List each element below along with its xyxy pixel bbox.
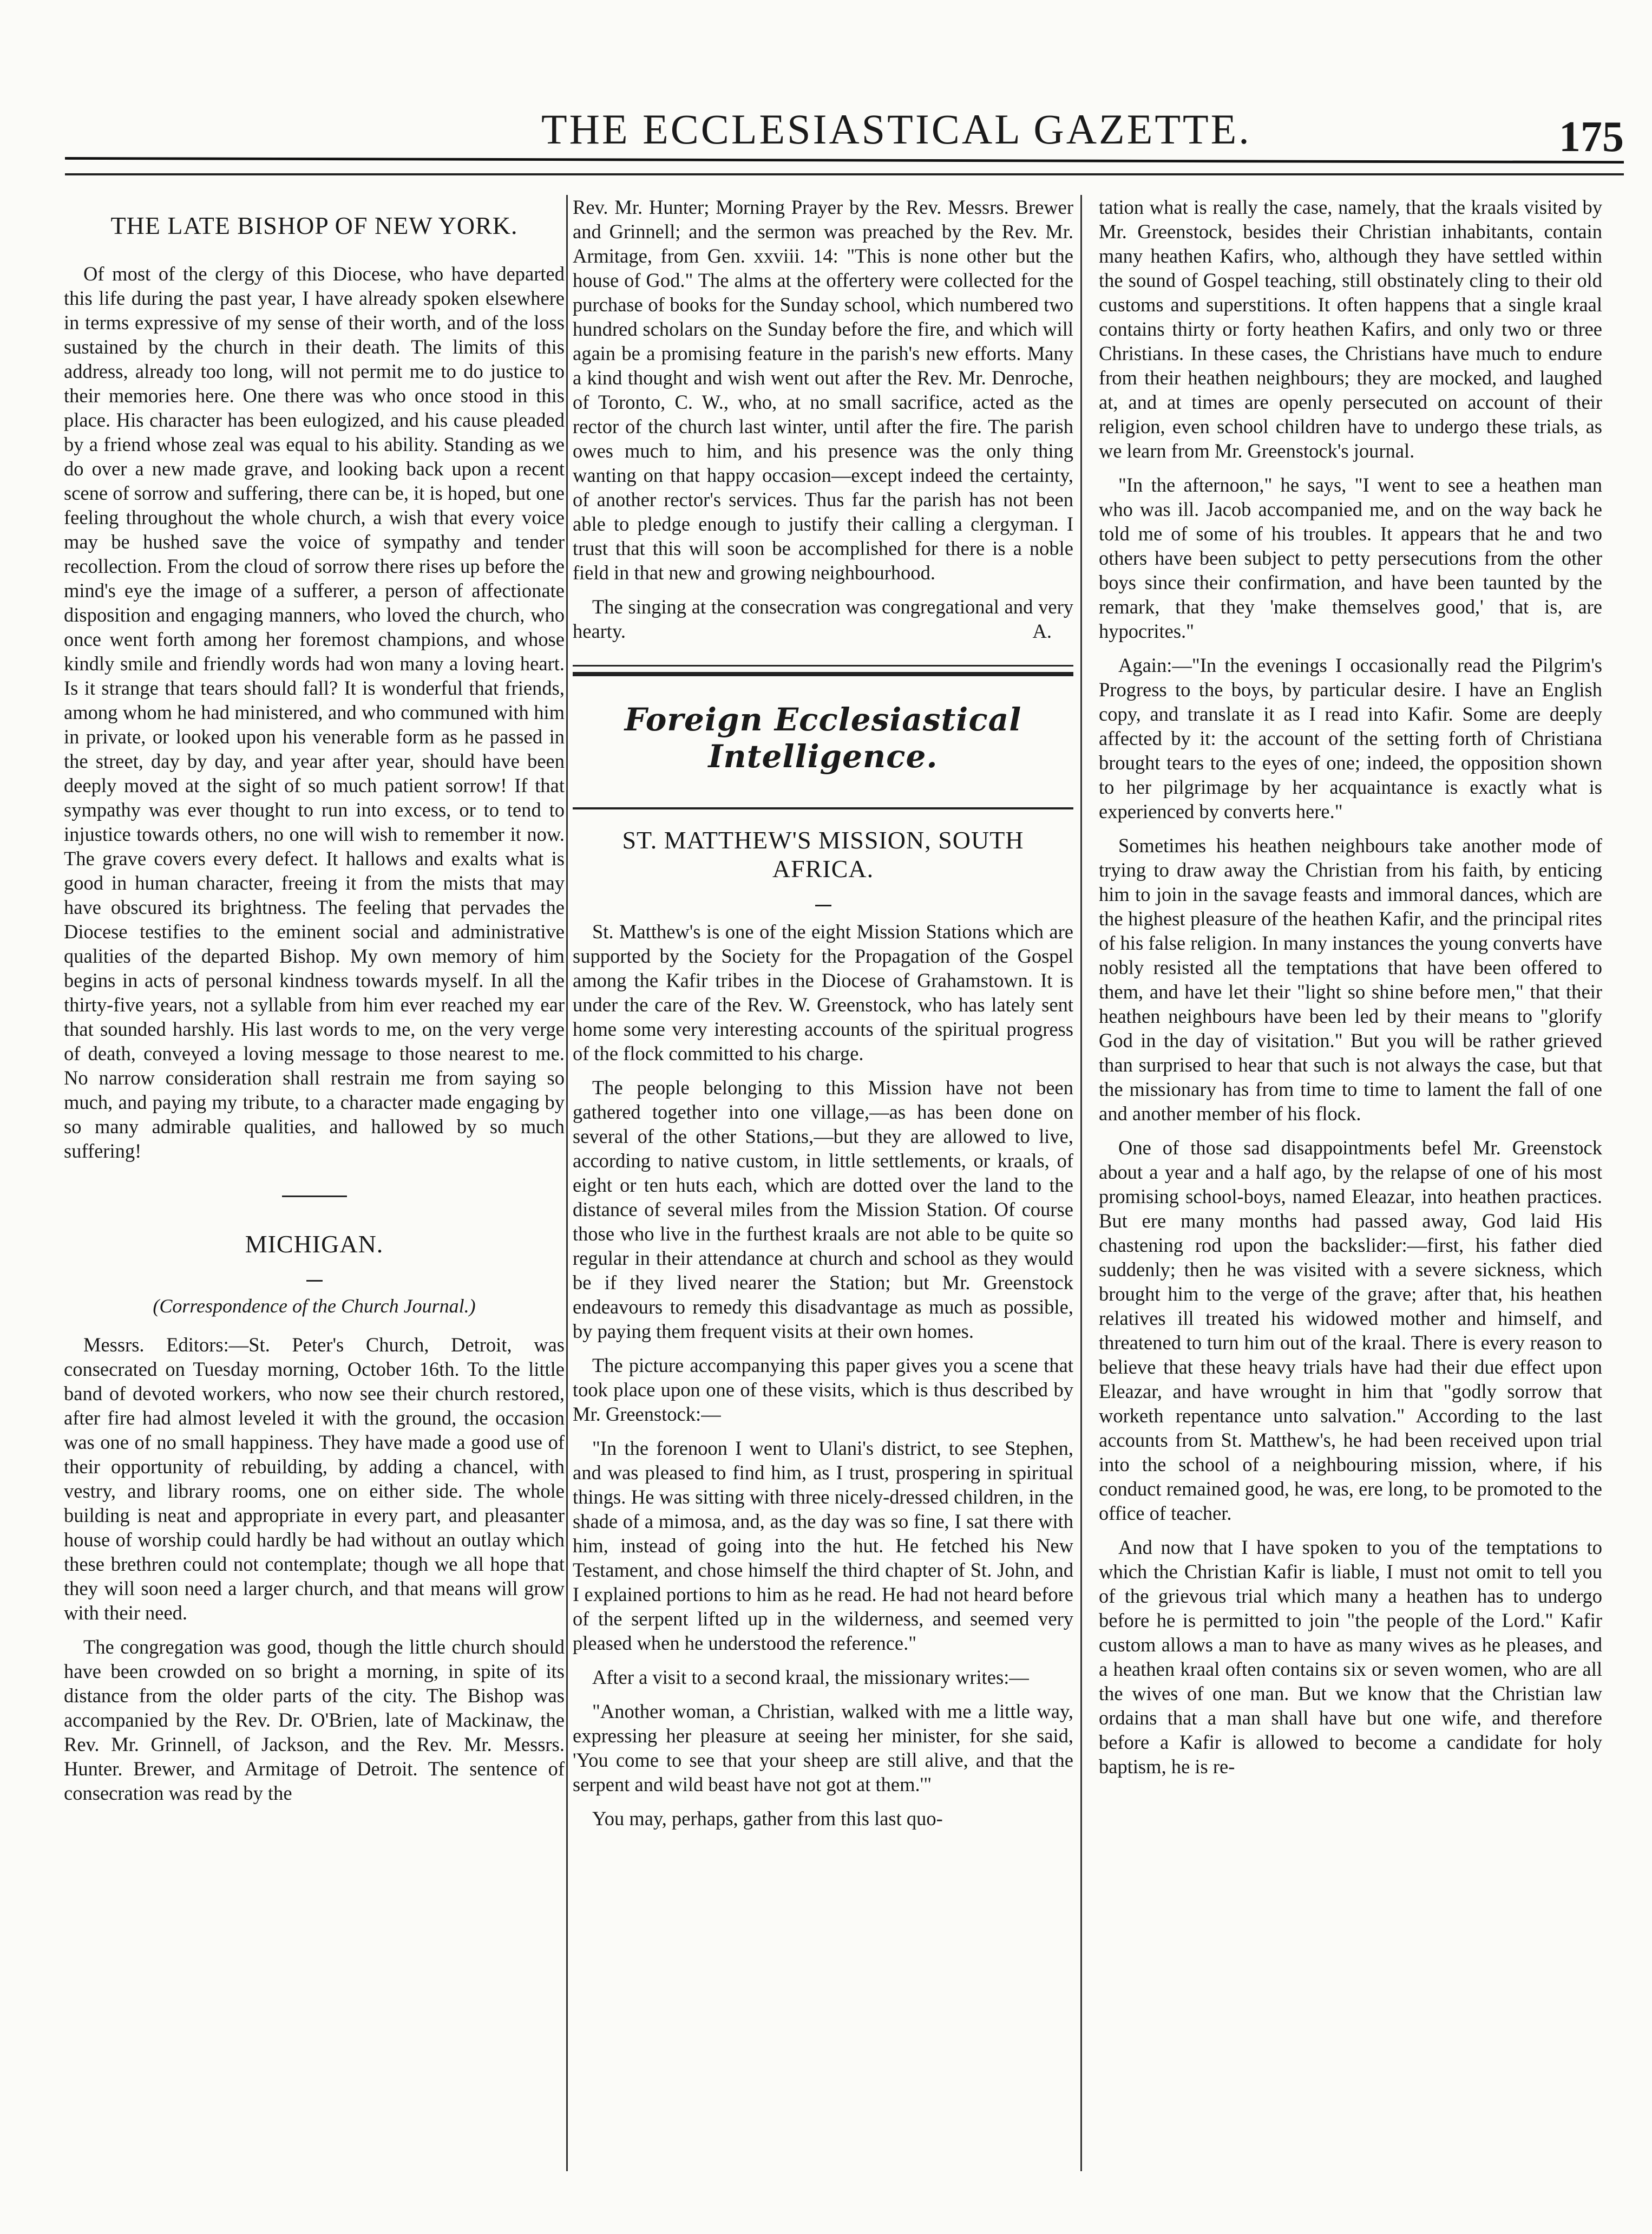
article-paragraph: Rev. Mr. Hunter; Morning Prayer by the Rev. Messrs. Brewer and Grinnell; and the sermon was preached by the Rev. Mr. Armitage, from Gen. xxviii. 14: "This is none other but the house of God." The alms at the offertery were collected for the purchase of books for the Sunday school, which numbered two hundred scholars on the Sunday before the fire, and which will again be a promising feature in the parish's new efforts. Many a kind thought and wish went out after the Rev. Mr. Denroche, of Toronto, C. W., who, at no small sacrifice, acted as the rector of the church last winter, until after the fire. The parish owes much to him, and his presence was the only thing wanting on that happy occasion—except indeed the certainty, of another rector's services. Thus far the parish has not been able to pledge enough to justify their calling a clergyman. I trust that this will soon be accomplished for there is a noble field in that new and growing neighbourhood. [573, 196, 1073, 584]
section-title: Foreign Ecclesiastical Intelligence. [624, 701, 1022, 775]
section-rule [573, 665, 1073, 676]
article-paragraph: You may, perhaps, gather from this last quo- [592, 1807, 943, 1830]
article-paragraph: One of those sad disappointments befel Mr. Greenstock about a year and a half ago, by the relapse of one of his most promising school-boys, named Eleazar, into heathen practices. But ere many months had passed away, God laid His chastening rod upon the backslider:—first, his father died suddenly; then he was visited with a severe sickness, which brought him to the verge of the grave; after that, his heathen relatives ill treated his widowed mother and himself, and threatened to turn him out of the kraal. There is every reason to believe that these heavy trials have had their due effect upon Eleazar, and have wrought in him that "godly sorrow that worketh repentance unto salvation." According to the last accounts from St. Matthew's, he had been received upon trial into the school of a neighbouring mission, where, if his conduct remained good, he was, ere long, to be promoted to the office of teacher. [1099, 1136, 1602, 1524]
article-heading: ST. MATTHEW'S MISSION, SOUTH AFRICA. [622, 826, 1024, 883]
article-paragraph: The people belonging to this Mission have not been gathered together into one village,—as has been done on several of the other Stations,—but they are allowed to live, according to native custom, in little settlements, or kraals, of eight or ten huts each, which are dotted over the land to the distance of several miles from the Mission Station. Of course those who live in the furthest kraals are not able to be quite so regular in their attendance at church and school as they would be if they lived nearer the Station; but Mr. Greenstock endeavours to remedy this disadvantage as much as possible, by paying them frequent visits at their own homes. [573, 1076, 1073, 1342]
header-underline [65, 173, 1624, 175]
page-header [65, 97, 1624, 184]
heading-dash [306, 1280, 323, 1282]
article-paragraph: Of most of the clergy of this Diocese, who have departed this life during the past year, I have already spoken elsewhere in terms expressive of my sense of their worth, and of the loss sustained by the church in their death. The limits of this address, already too long, will not permit me to do justice to their memories here. One there was who once stood in this place. His character has been eulogized, and his cause pleaded by a friend whose zeal was equal to his ability. Standing as we do over a new made grave, and looking back upon a recent scene of sorrow and suffering, there can be, it is hoped, but one feeling throughout the whole church, a wish that every voice may be hushed save the voice of sympathy and tender recollection. From the cloud of sorrow there rises up before the mind's eye the image of a sufferer, a person of affectionate disposition and engaging manners, who loved the church, who once went forth among her foremost champions, and whose kindly smile and friendly words had won many a loving heart. Is it strange that tears should fall? It is wonderful that friends, among whom he had ministered, and who communed with him in private, or looked upon his venerable form as he passed in the street, day by day, and year after year, should have been deeply moved at the sight of so much patient sorrow! If that sympathy was ever thought to run into excess, or to tend to injustice towards others, no one will wish to remember it now. The grave covers every defect. It hallows and exalts what is good in human character, freeing it from the mists that may have obscured its brightness. The feeling that pervades the Diocese testifies to the eminent social and administrative qualities of the departed Bishop. My own memory of him begins in acts of personal kindness towards myself. In all the thirty-five years, not a syllable from him ever reached my ear that sounded harshly. His last words to me, on the very verge of death, conveyed a loving message to those nearest to me. No narrow consideration shall restrain me from saying so much, and paying my tribute, to a character made engaging by so many admirable qualities, and hallowed by so much suffering! [64, 263, 565, 1162]
running-title: THE ECCLESIASTICAL GAZETTE. [541, 106, 1251, 153]
article-paragraph [573, 595, 1073, 643]
article-paragraph: tation what is really the case, namely, that the kraals visited by Mr. Greenstock, besides their Christian inhabitants, contain many heathen Kafirs, who, although they have settled within the sound of Gospel teaching, still obstinately cling to their old customs and superstitions. It often happens that a single kraal contains thirty or forty heathen Kafirs, and only two or three Christians. In these cases, the Christians have much to endure from their heathen neighbours; they are mocked, and laughed at, and at times are openly persecuted on account of their religion, even school children have to undergo these trials, as we learn from Mr. Greenstock's journal. [1099, 196, 1602, 462]
article-paragraph: "In the afternoon," he says, "I went to see a heathen man who was ill. Jacob accompanied me, and on the way back he told me of some of his troubles. It appears that he and two others have been subject to petty persecutions from the other boys since their confirmation, and have been taunted by the remark, that they 'make themselves good,' that is, are hypocrites." [1099, 474, 1602, 642]
column-left [64, 195, 565, 2144]
article-paragraph: After a visit to a second kraal, the missionary writes:— [592, 1666, 1029, 1688]
article-paragraph: St. Matthew's is one of the eight Mission Stations which are supported by the Society for the Propagation of the Gospel among the Kafir tribes in the Diocese of Grahamstown. It is under the care of the Rev. W. Greenstock, who has lately sent home some very interesting accounts of the spiritual progress of the flock committed to his charge. [573, 920, 1073, 1064]
correspondence-note: (Correspondence of the Church Journal.) [153, 1295, 476, 1317]
article-heading: MICHIGAN. [245, 1230, 384, 1258]
article-paragraph: "In the forenoon I went to Ulani's district, to see Stephen, and was pleased to find him, as I trust, prospering in spiritual things. He was sitting with three nicely-dressed children, in the shade of a mimosa, and, as the day was so fine, I sat there with him, instead of going into the hut. He fetched his New Testament, and chose himself the third chapter of St. John, and I explained portions to him as he read. He had not heard before of the serpent lifted up in the wilderness, and seemed very pleased when he understood the reference." [573, 1437, 1073, 1654]
page-number: 175 [1559, 113, 1624, 161]
article-paragraph: Sometimes his heathen neighbours take another mode of trying to draw away the Christian from his faith, by enticing him to join in the savage feasts and immoral dances, which are the highest pleasure of the heathen Kafir, and the principal rites of his false religion. In many instances the young converts have nobly resisted all the temptations that have been offered to them, and have let their "light so shine before men," that their heathen neighbours have been led by their means to "glorify God in the day of visitation." But you will be rather grieved than surprised to hear that such is not always the case, but that the missionary has from time to time to lament the fall of one and another member of his flock. [1099, 834, 1602, 1125]
section-rule [573, 807, 1073, 809]
article-paragraph: The picture accompanying this paper gives you a scene that took place upon one of these visits, which is thus described by Mr. Greenstock:— [573, 1354, 1073, 1425]
heading-dash [815, 905, 831, 906]
column-middle [573, 195, 1073, 2166]
column-divider [1080, 195, 1082, 2171]
paragraph-text: The singing at the consecration was congregational and very hearty. [573, 596, 1073, 642]
separator-rule [282, 1196, 347, 1197]
article-paragraph: The congregation was good, though the little church should have been crowded on so bright a morning, in spite of its distance from the older parts of the city. The Bishop was accompanied by the Rev. Dr. O'Brien, late of Mackinaw, the Rev. Mr. Grinnell, of Jackson, and the Rev. Mr. Messrs. Hunter. Brewer, and Armitage of Detroit. The sentence of consecration was read by the [64, 1636, 565, 1804]
article-paragraph: "Another woman, a Christian, walked with me a little way, expressing her pleasure at seeing her minister, for she said, 'You come to see that your sheep are still alive, and that the serpent and wild beast have not got at them.'" [573, 1700, 1073, 1795]
article-paragraph: And now that I have spoken to you of the temptations to which the Christian Kafir is liable, I must not omit to tell you of the grievous trial which many a heathen has to undergo before he is permitted to join "the people of the Lord." Kafir custom allows a man to have as many wives as he pleases, and a heathen kraal often contains six or seven women, who are all the wives of one man. But we know that the Christian law ordains that a man shall have but one wife, and therefore before a Kafir is allowed to become a candidate for holy baptism, he is re- [1099, 1536, 1602, 1778]
article-paragraph: Messrs. Editors:—St. Peter's Church, Detroit, was consecrated on Tuesday morning, October 16th. To the little band of devoted workers, who now see their church restored, after fire had almost leveled it with the ground, the occasion was one of no small happiness. They have made a good use of their opportunity of rebuilding, by adding a chancel, with vestry, and library rooms, one on either side. The whole building is neat and appropriate in every part, and pleasanter house of worship could hardly be had without an outlay which these brethren could not contemplate; though we all hope that they will soon need a larger church, and that means will grow with their need. [64, 1334, 565, 1624]
header-rule [65, 157, 1624, 164]
author-signature: A. [1032, 620, 1052, 642]
article-heading: THE LATE BISHOP OF NEW YORK. [110, 212, 518, 239]
column-right [1099, 195, 1602, 2166]
article-paragraph: Again:—"In the evenings I occasionally read the Pilgrim's Progress to the boys, by particular desire. I have an English copy, and translate it as I read into Kafir. Some are deeply affected by it: the account of the setting forth of Christiana brought tears to the eyes of one; indeed, the opposition shown to her pilgrimage by her acquaintance is exactly what is experienced by converts here." [1099, 654, 1602, 822]
column-divider [566, 195, 568, 2171]
